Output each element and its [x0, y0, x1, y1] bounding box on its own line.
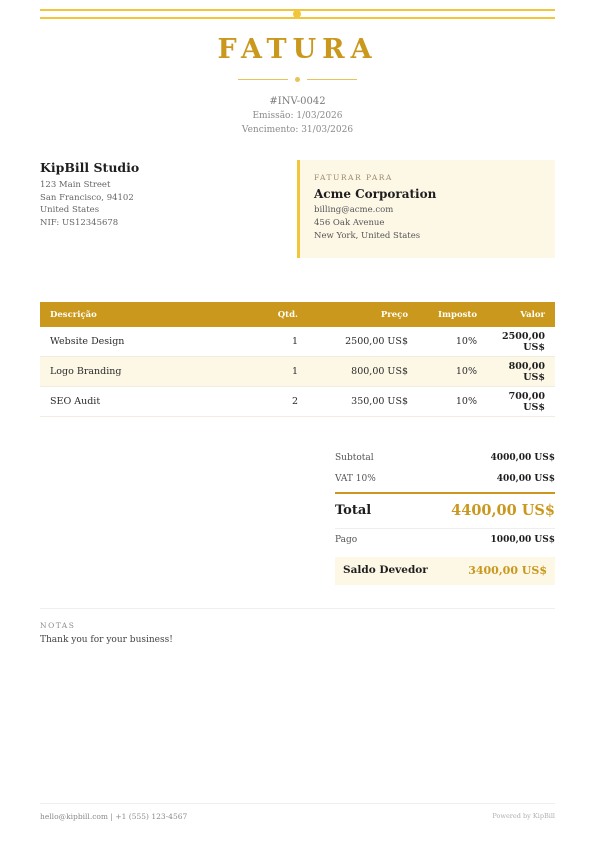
item-qty: 2 — [240, 387, 308, 417]
due-date: Vencimento: 31/03/2026 — [241, 125, 354, 135]
bill-to-label: FATURAR PARA — [314, 173, 393, 182]
title-ornament — [238, 78, 357, 82]
item-description: SEO Audit — [40, 387, 240, 417]
item-price: 800,00 US$ — [308, 357, 418, 387]
issue-date: Emissão: 1/03/2026 — [252, 111, 343, 121]
paid-label: Pago — [335, 535, 358, 545]
item-tax: 10% — [418, 327, 487, 357]
footer-powered-by: Powered by KipBill — [492, 812, 555, 820]
client-name: Acme Corporation — [314, 187, 437, 201]
item-amount: 700,00 US$ — [487, 387, 555, 417]
table-row — [40, 387, 555, 417]
item-price: 350,00 US$ — [308, 387, 418, 417]
notes-label: NOTAS — [40, 621, 76, 630]
bill-to-block — [297, 160, 555, 258]
line-items-table — [40, 302, 555, 417]
item-amount: 800,00 US$ — [487, 357, 555, 387]
table-header-row — [40, 302, 555, 327]
top-rule-dot — [293, 10, 301, 18]
notes-text: Thank you for your business! — [40, 635, 173, 645]
sender-address-line: 123 Main Street — [40, 180, 111, 190]
subtotal-label: Subtotal — [335, 453, 374, 463]
item-tax: 10% — [418, 357, 487, 387]
client-address-line: 456 Oak Avenue — [314, 218, 385, 228]
total-row — [335, 494, 555, 528]
footer-divider — [40, 803, 555, 804]
vat-row — [335, 471, 555, 494]
column-header-description: Descrição — [40, 302, 240, 327]
vat-value: 400,00 US$ — [496, 474, 555, 484]
sender-name: KipBill Studio — [40, 160, 140, 175]
item-qty: 1 — [240, 357, 308, 387]
column-header-amount: Valor — [487, 302, 555, 327]
balance-due-value: 3400,00 US$ — [468, 564, 547, 577]
table-row — [40, 327, 555, 357]
vat-label: VAT 10% — [335, 474, 376, 484]
paid-row — [335, 528, 555, 553]
column-header-qty: Qtd. — [240, 302, 308, 327]
sender-address-line: San Francisco, 94102 — [40, 192, 134, 203]
total-value: 4400,00 US$ — [451, 502, 555, 519]
item-price: 2500,00 US$ — [308, 327, 418, 357]
paid-value: 1000,00 US$ — [490, 535, 555, 545]
totals-block — [335, 450, 555, 585]
item-tax: 10% — [418, 387, 487, 417]
notes-divider — [40, 608, 555, 609]
invoice-title: FATURA — [217, 34, 378, 65]
item-description: Logo Branding — [40, 357, 240, 387]
total-label: Total — [335, 503, 372, 518]
invoice-number: #INV-0042 — [269, 96, 326, 107]
subtotal-row — [335, 450, 555, 471]
client-address-line: New York, United States — [314, 231, 421, 241]
column-header-price: Preço — [308, 302, 418, 327]
sender-tax-id: NIF: US12345678 — [40, 217, 119, 228]
balance-due-label: Saldo Devedor — [343, 564, 428, 576]
item-qty: 1 — [240, 327, 308, 357]
table-row — [40, 357, 555, 387]
sender-country: United States — [40, 205, 100, 215]
balance-due-row — [335, 557, 555, 585]
item-description: Website Design — [40, 327, 240, 357]
subtotal-value: 4000,00 US$ — [490, 453, 555, 463]
client-email: billing@acme.com — [314, 205, 394, 215]
footer-contact: hello@kipbill.com | +1 (555) 123-4567 — [40, 812, 188, 821]
column-header-tax: Imposto — [418, 302, 487, 327]
sender-block — [40, 160, 280, 229]
item-amount: 2500,00 US$ — [487, 327, 555, 357]
